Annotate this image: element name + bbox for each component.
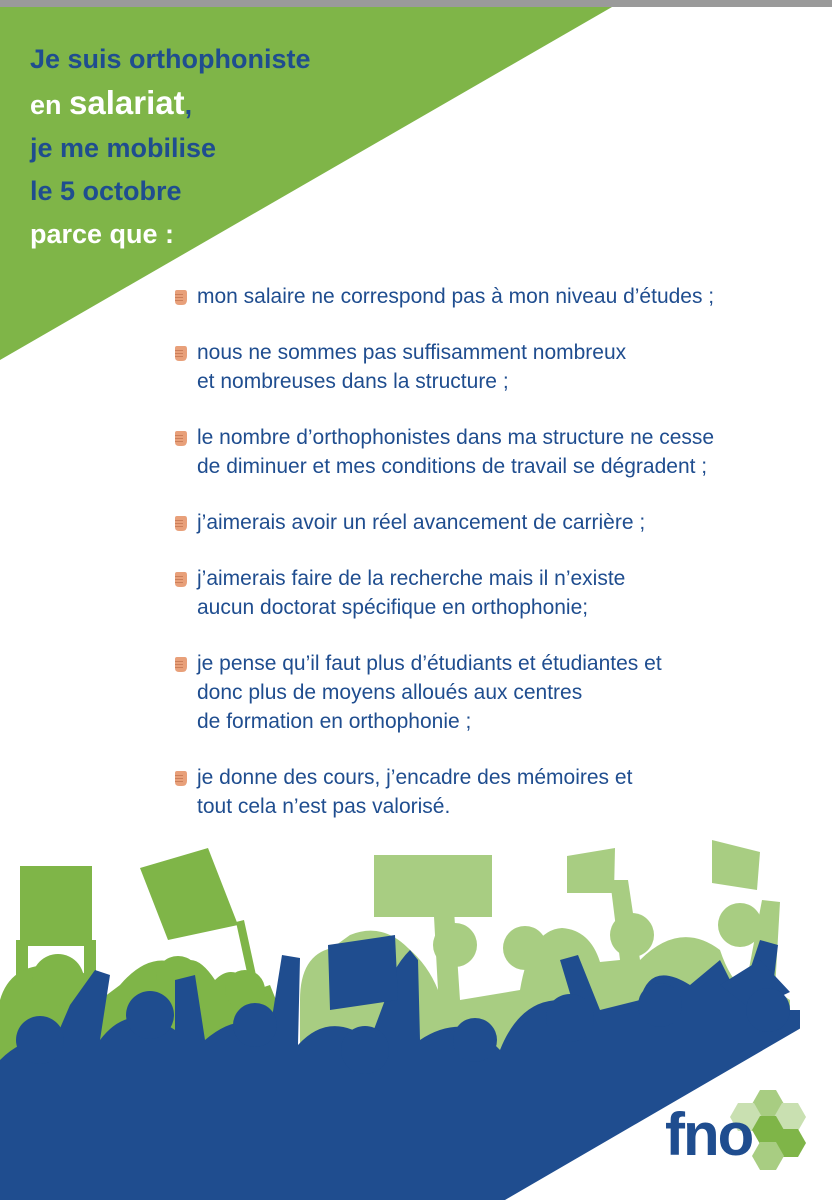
- flag-back-2: [712, 840, 760, 890]
- reason-line: et nombreuses dans la structure ;: [197, 370, 509, 393]
- reason-line: mon salaire ne correspond pas à mon niveau d’études ;: [197, 285, 715, 308]
- headline-line-2-suffix: ,: [184, 90, 193, 120]
- reason-line: j’aimerais faire de la recherche mais il n’existe: [197, 567, 626, 590]
- flag-back-1: [567, 848, 615, 893]
- sign-board: [20, 866, 92, 946]
- headline-line-4: le 5 octobre: [30, 176, 182, 206]
- headline-line-1: Je suis orthophoniste: [30, 44, 311, 74]
- reason-line: j’aimerais avoir un réel avancement de carrière ;: [197, 511, 646, 534]
- headline-highlight: salariat: [69, 84, 185, 121]
- flag-front: [140, 848, 238, 940]
- reason-line: le nombre d’orthophonistes dans ma structure ne cesse: [197, 426, 715, 449]
- reason-line: je pense qu’il faut plus d’étudiants et étudiantes et: [197, 652, 662, 675]
- fno-logo: fno: [665, 1101, 753, 1168]
- blue-flag: [328, 935, 398, 1010]
- reason-line: de diminuer et mes conditions de travail se dégradent ;: [197, 455, 708, 478]
- headline-line-2-prefix: en: [30, 90, 70, 120]
- headline-line-3: je me mobilise: [30, 133, 217, 163]
- reason-line: donc plus de moyens alloués aux centres: [197, 681, 583, 704]
- reason-line: je donne des cours, j’encadre des mémoires et: [197, 766, 633, 789]
- reason-line: tout cela n’est pas valorisé.: [197, 795, 451, 818]
- flag-pole: [236, 920, 256, 977]
- headline-line-5: parce que :: [30, 219, 175, 249]
- reason-line: de formation en orthophonie ;: [197, 710, 472, 733]
- reason-line: aucun doctorat spécifique en orthophonie;: [197, 596, 589, 619]
- reason-line: nous ne sommes pas suffisamment nombreux: [197, 341, 627, 364]
